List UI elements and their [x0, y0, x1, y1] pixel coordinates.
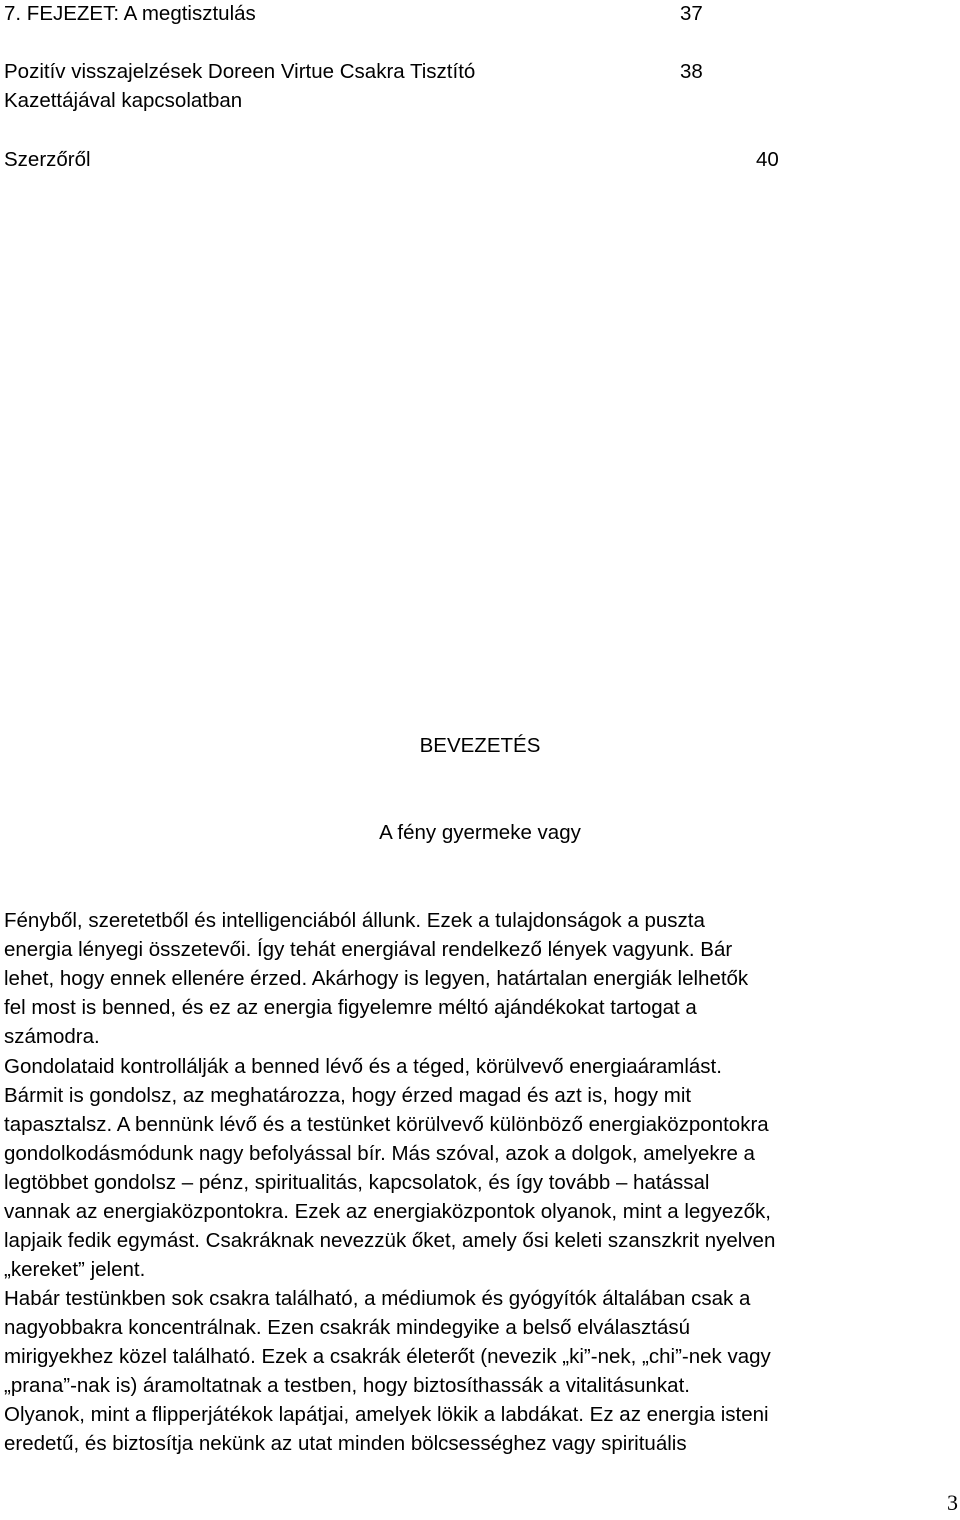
body-line: nagyobbakra koncentrálnak. Ezen csakrák mindegyike a belső elválasztású: [4, 1316, 690, 1339]
body-line: „kereket” jelent.: [4, 1258, 146, 1281]
body-line: gondolkodásmódunk nagy befolyással bír. Más szóval, azok a dolgok, amelyekre a: [4, 1142, 755, 1165]
body-line: mirigyekhez közel található. Ezek a csakrák életerőt (nevezik „ki”-nek, „chi”-nek vagy: [4, 1345, 771, 1368]
body-line: Fényből, szeretetből és intelligenciából állunk. Ezek a tulajdonságok a puszta: [4, 909, 705, 932]
body-line: tapasztalsz. A bennünk lévő és a testünket körülvevő különböző energiaközpontokra: [4, 1113, 769, 1136]
toc-entry-title[interactable]: Kazettájával kapcsolatban: [4, 89, 243, 112]
toc-entry-title[interactable]: Szerzőről: [4, 148, 91, 171]
chapter-subheading: A fény gyermeke vagy: [379, 821, 581, 844]
toc-entry-title[interactable]: 7. FEJEZET: A megtisztulás: [4, 2, 256, 25]
body-line: lehet, hogy ennek ellenére érzed. Akárhogy is legyen, határtalan energiák lelhetők: [4, 967, 749, 990]
chapter-heading: BEVEZETÉS: [419, 734, 541, 757]
toc-entry-page[interactable]: 37: [680, 2, 703, 25]
body-line: „prana”-nak is) áramoltatnak a testben, hogy biztosíthassák a vitalitásunkat.: [4, 1374, 690, 1397]
body-line: Olyanok, mint a flipperjátékok lapátjai, amelyek lökik a labdákat. Ez az energia isteni: [4, 1403, 769, 1426]
body-line: Bármit is gondolsz, az meghatározza, hogy érzed magad és azt is, hogy mit: [4, 1084, 692, 1107]
body-line: lapjaik fedik egymást. Csakráknak nevezzük őket, amely ősi keleti szanszkrit nyelven: [4, 1229, 776, 1252]
body-line: vannak az energiaközpontokra. Ezek az energiaközpontok olyanok, mint a legyezők,: [4, 1200, 771, 1223]
body-line: energia lényegi összetevői. Így tehát energiával rendelkező lények vagyunk. Bár: [4, 938, 733, 961]
body-line: számodra.: [4, 1025, 100, 1048]
body-line: Gondolataid kontrollálják a benned lévő és a téged, körülvevő energiaáramlást.: [4, 1055, 722, 1078]
toc-entry-page[interactable]: 40: [756, 148, 779, 171]
toc-entry-page[interactable]: 38: [680, 60, 703, 83]
page-number: 3: [947, 1490, 958, 1515]
body-line: legtöbbet gondolsz – pénz, spiritualitás, kapcsolatok, és így tovább – hatással: [4, 1171, 710, 1194]
body-line: eredetű, és biztosítja nekünk az utat minden bölcsességhez vagy spirituális: [4, 1432, 687, 1455]
body-line: Habár testünkben sok csakra található, a médiumok és gyógyítók általában csak a: [4, 1287, 751, 1310]
toc-entry-title[interactable]: Pozitív visszajelzések Doreen Virtue Csakra Tisztító: [4, 60, 476, 83]
body-line: fel most is benned, és ez az energia figyelemre méltó ajándékokat tartogat a: [4, 996, 697, 1019]
